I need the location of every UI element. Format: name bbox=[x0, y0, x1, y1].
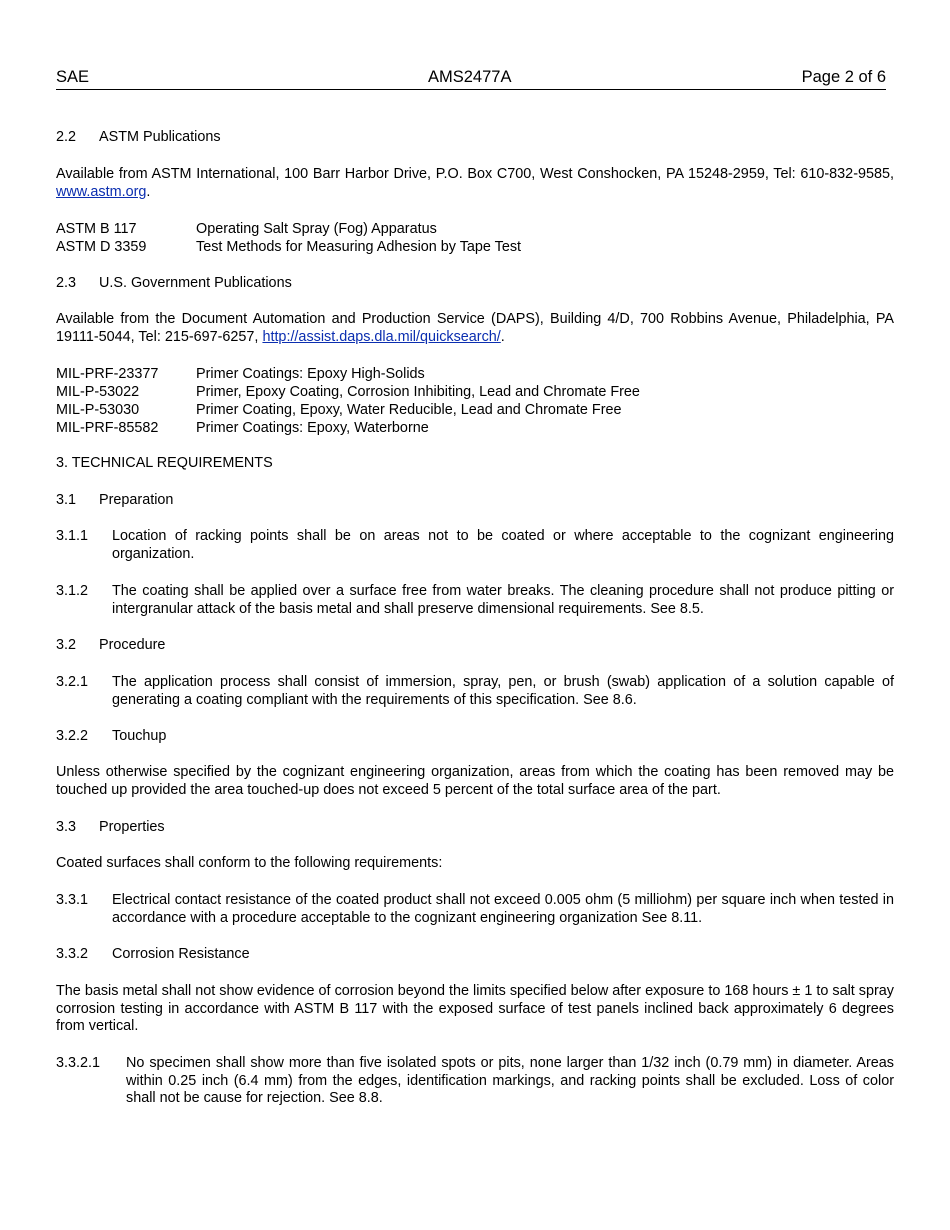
section-2-3-heading bbox=[56, 275, 894, 293]
paragraph-text: The coating shall be applied over a surface free from water breaks. The cleaning procedure shall not produce pitting or intergranular attack of the basis metal and shall preserve dimensional requirements. See 8.5. bbox=[112, 583, 894, 617]
reference-row bbox=[56, 238, 521, 256]
section-title: Corrosion Resistance bbox=[112, 946, 250, 962]
paragraph-text: No specimen shall show more than five isolated spots or pits, none larger than 1/32 inch (0.79 mm) in diameter. Areas within 0.25 inch (6.4 mm) from the edges, identification markings, and racking points shall be excluded. Loss of color shall not be cause for rejection. See 8.8. bbox=[126, 1055, 894, 1106]
reference-row bbox=[56, 419, 429, 437]
reference-code: ASTM D 3359 bbox=[56, 239, 147, 255]
header-doc-number: AMS2477A bbox=[428, 68, 512, 86]
section-number: 2.3 bbox=[56, 275, 77, 291]
reference-title: Test Methods for Measuring Adhesion by Tape Test bbox=[196, 239, 522, 255]
section-title: ASTM Publications bbox=[99, 129, 221, 145]
reference-title: Primer Coatings: Epoxy, Waterborne bbox=[196, 420, 429, 436]
section-3-1-heading bbox=[56, 492, 894, 510]
section-number: 3.3.2 bbox=[56, 946, 89, 962]
paragraph-number: 3.2.1 bbox=[56, 674, 89, 690]
reference-code: MIL-PRF-23377 bbox=[56, 366, 159, 382]
section-number: 3.3 bbox=[56, 819, 77, 835]
header-org: SAE bbox=[56, 68, 90, 86]
page-header bbox=[56, 68, 886, 90]
section-3-2-2-heading bbox=[56, 728, 894, 746]
section-number: 3.2 bbox=[56, 637, 77, 653]
section-3-2-heading bbox=[56, 637, 894, 655]
section-3-3-text: Coated surfaces shall conform to the following requirements: bbox=[56, 855, 443, 871]
section-number: 3.2.2 bbox=[56, 728, 89, 744]
section-3-heading: 3. TECHNICAL REQUIREMENTS bbox=[56, 455, 273, 471]
section-3-2-2-text: Unless otherwise specified by the cognizant engineering organization, areas from which the coating has been removed may be touched up provided the area touched-up does not exceed 5 percent of the total surface area of the part. bbox=[56, 764, 894, 798]
paragraph-number: 3.3.2.1 bbox=[56, 1055, 101, 1071]
reference-title: Primer, Epoxy Coating, Corrosion Inhibiting, Lead and Chromate Free bbox=[196, 384, 640, 400]
header-page-number: Page 2 of 6 bbox=[801, 68, 886, 86]
section-3-3-2-heading bbox=[56, 946, 894, 964]
reference-row bbox=[56, 220, 437, 238]
paragraph-text: Location of racking points shall be on areas not to be coated or where acceptable to the cognizant engineering organization. bbox=[112, 528, 894, 562]
section-number: 2.2 bbox=[56, 129, 77, 145]
reference-code: MIL-P-53030 bbox=[56, 402, 140, 418]
paragraph-number: 3.1.2 bbox=[56, 583, 89, 599]
reference-row bbox=[56, 365, 425, 383]
reference-title: Primer Coatings: Epoxy High-Solids bbox=[196, 366, 425, 382]
section-3-3-2-text: The basis metal shall not show evidence of corrosion beyond the limits specified below after exposure to 168 hours ± 1 to salt spray corrosion testing in accordance with ASTM B 117 with the exposed surface of test panels inclined back approximately 6 degrees from vertical. bbox=[56, 983, 894, 1034]
section-title: Procedure bbox=[99, 637, 166, 653]
section-title: U.S. Government Publications bbox=[99, 275, 292, 291]
section-title: Preparation bbox=[99, 492, 174, 508]
section-2-3-text: Available from the Document Automation and Production Service (DAPS), Building 4/D, 700 Robbins Avenue, Philadelphia, PA 19111-5044, Tel: 215-697-6257, http://assist.daps.dla.mil/quicksearch/. bbox=[56, 311, 894, 345]
section-number: 3.1 bbox=[56, 492, 77, 508]
paragraph-text: The application process shall consist of immersion, spray, pen, or brush (swab) application of a solution capable of generating a coating compliant with the requirements of this specification. See 8.6. bbox=[112, 674, 894, 708]
reference-row bbox=[56, 383, 640, 401]
reference-code: ASTM B 117 bbox=[56, 221, 137, 237]
reference-title: Primer Coating, Epoxy, Water Reducible, Lead and Chromate Free bbox=[196, 402, 622, 418]
paragraph-number: 3.1.1 bbox=[56, 528, 89, 544]
section-title: Properties bbox=[99, 819, 165, 835]
section-title: Touchup bbox=[112, 728, 167, 744]
section-3-3-heading bbox=[56, 819, 894, 837]
paragraph-text: Electrical contact resistance of the coated product shall not exceed 0.005 ohm (5 milliohm) per square inch when tested in accordance with a procedure acceptable to the cognizant engineering organization See 8.11. bbox=[112, 892, 894, 926]
section-2-2-heading bbox=[56, 129, 894, 147]
reference-code: MIL-P-53022 bbox=[56, 384, 140, 400]
astm-link[interactable]: www.astm.org bbox=[56, 183, 147, 200]
paragraph-number: 3.3.1 bbox=[56, 892, 89, 908]
reference-row bbox=[56, 401, 622, 419]
section-2-2-text: Available from ASTM International, 100 Barr Harbor Drive, P.O. Box C700, West Conshocken, PA 15248-2959, Tel: 610-832-9585, www.astm.org. bbox=[56, 166, 894, 200]
assist-link[interactable]: http://assist.daps.dla.mil/quicksearch/ bbox=[262, 328, 501, 345]
reference-title: Operating Salt Spray (Fog) Apparatus bbox=[196, 221, 437, 237]
reference-code: MIL-PRF-85582 bbox=[56, 420, 159, 436]
